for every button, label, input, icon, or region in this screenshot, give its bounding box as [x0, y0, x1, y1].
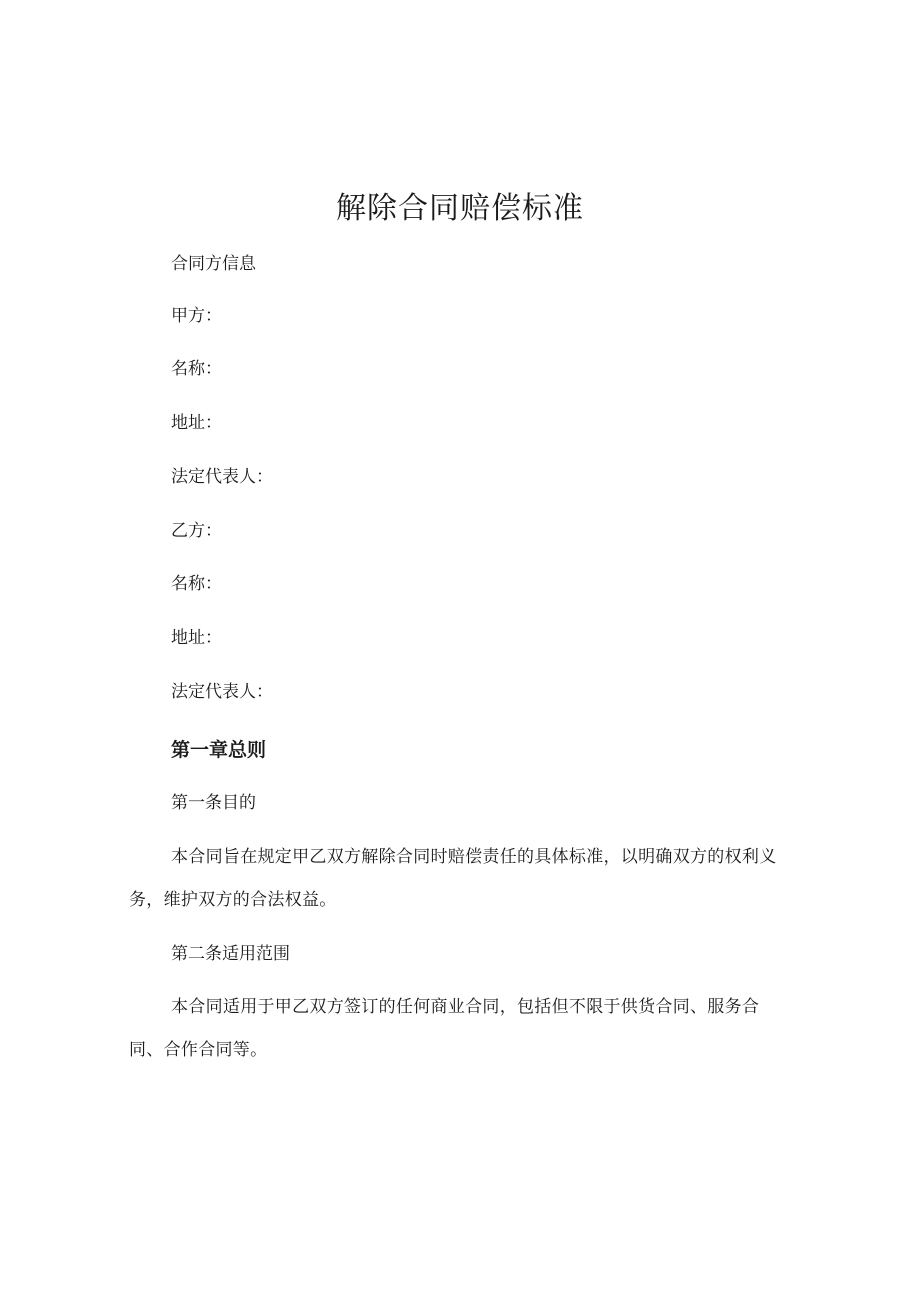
- article-1-body: 本合同旨在规定甲乙双方解除合同时赔偿责任的具体标准，以明确双方的权利义务，维护双方的合法权益。: [129, 847, 777, 910]
- party-info-heading: 合同方信息: [171, 254, 256, 274]
- party-b-address-label: 地址：: [171, 628, 222, 648]
- party-a-label: 甲方：: [171, 306, 222, 326]
- article-2-heading: 第二条适用范围: [171, 944, 290, 964]
- party-b-name-label: 名称：: [171, 574, 222, 594]
- article-1-heading: 第一条目的: [171, 793, 256, 813]
- chapter-1-heading: 第一章总则: [171, 739, 267, 761]
- party-b-label: 乙方：: [171, 521, 222, 541]
- party-a-name-label: 名称：: [171, 359, 222, 379]
- document-title: 解除合同赔偿标准: [336, 191, 584, 226]
- party-b-rep-label: 法定代表人：: [171, 682, 273, 702]
- party-a-address-label: 地址：: [171, 413, 222, 433]
- party-a-rep-label: 法定代表人：: [171, 467, 273, 487]
- article-2-body: 本合同适用于甲乙双方签订的任何商业合同，包括但不限于供货合同、服务合同、合作合同等。: [129, 997, 760, 1060]
